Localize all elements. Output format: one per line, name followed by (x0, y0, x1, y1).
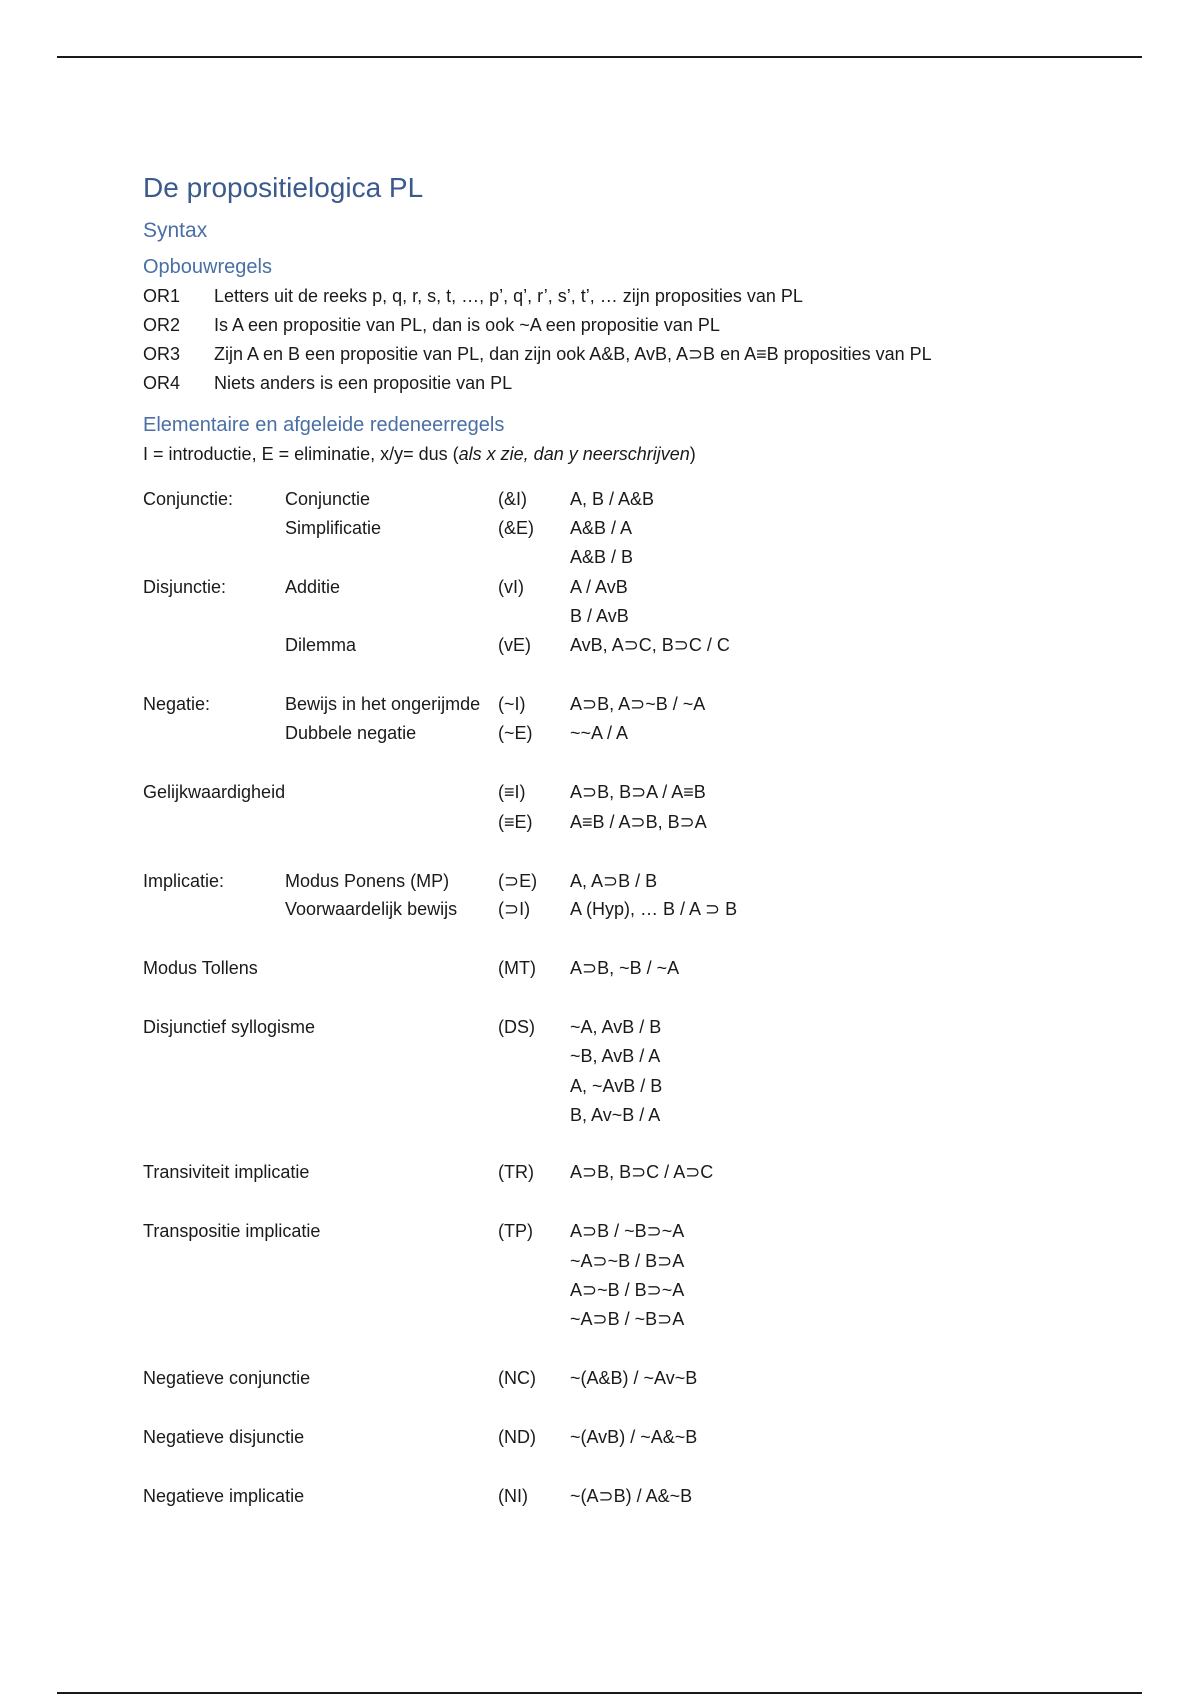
build-rule-text: Niets anders is een propositie van PL (214, 373, 513, 393)
rule-formula: ~(A⊃B) / A&~B (570, 1486, 693, 1506)
build-rule (143, 311, 1143, 340)
rule-name: Dubbele negatie (285, 723, 417, 743)
rule-formula: A⊃B, B⊃C / A⊃C (570, 1162, 714, 1182)
build-rules-list (143, 282, 1143, 398)
legend-plain: I = introductie, E = eliminatie, x/y= dus ( (143, 444, 459, 464)
build-rule-text: Is A een propositie van PL, dan is ook ~A een propositie van PL (214, 315, 720, 335)
rule-code: (&I) (498, 489, 527, 509)
rule-formula: B / AvB (570, 606, 629, 626)
rule-code: (NI) (498, 1486, 528, 1506)
rule-formula: ~A, AvB / B (570, 1017, 662, 1037)
rule-code: (NC) (498, 1368, 536, 1388)
rule-name: Dilemma (285, 635, 357, 655)
rule-code: (⊃E) (498, 871, 538, 891)
rule-formula: AvB, A⊃C, B⊃C / C (570, 635, 730, 655)
rule-code: (vI) (498, 577, 524, 597)
rule-code: (TR) (498, 1162, 534, 1182)
rule-formula: A, B / A&B (570, 489, 655, 509)
page-title: De propositielogica PL (143, 172, 424, 203)
reasoning-rules-heading: Elementaire en afgeleide redeneerregels (143, 414, 505, 436)
rule-formula: A / AvB (570, 577, 628, 597)
rule-category: Transpositie implicatie (143, 1221, 321, 1241)
rule-formula: ~(AvB) / ~A&~B (570, 1427, 698, 1447)
rule-code: (vE) (498, 635, 531, 655)
rule-category: Implicatie: (143, 871, 225, 891)
rule-code: (~E) (498, 723, 533, 743)
rule-category: Modus Tollens (143, 958, 258, 978)
build-rule (143, 369, 1143, 398)
build-rules-heading: Opbouwregels (143, 256, 272, 278)
rule-formula: ~(A&B) / ~Av~B (570, 1368, 698, 1388)
rule-formula: A&B / B (570, 547, 634, 567)
build-rule (143, 340, 1143, 369)
rule-code: (TP) (498, 1221, 533, 1241)
rule-formula: A&B / A (570, 518, 633, 538)
bottom-rule (57, 1692, 1142, 1694)
build-rule (143, 282, 1143, 311)
rule-formula: ~B, AvB / A (570, 1046, 661, 1066)
rule-category: Disjunctie: (143, 577, 227, 597)
rule-formula: A⊃~B / B⊃~A (570, 1280, 685, 1300)
rule-code: (~I) (498, 694, 526, 714)
rule-category: Disjunctief syllogisme (143, 1017, 316, 1037)
rule-category: Transiviteit implicatie (143, 1162, 310, 1182)
rule-formula: A⊃B, A⊃~B / ~A (570, 694, 706, 714)
rule-name: Voorwaardelijk bewijs (285, 899, 458, 919)
build-rule-text: Zijn A en B een propositie van PL, dan zijn ook A&B, AvB, A⊃B en A≡B proposities van PL (214, 344, 932, 364)
build-rule-code: OR3 (143, 344, 181, 364)
rule-code: (ND) (498, 1427, 536, 1447)
rule-formula: A≡B / A⊃B, B⊃A (570, 812, 707, 832)
rule-category: Negatie: (143, 694, 211, 714)
build-rule-code: OR2 (143, 315, 181, 335)
rule-name: Modus Ponens (MP) (285, 871, 450, 891)
rule-name: Additie (285, 577, 341, 597)
rule-category: Gelijkwaardigheid (143, 782, 286, 802)
build-rule-code: OR4 (143, 373, 181, 393)
rule-formula: ~~A / A (570, 723, 629, 743)
rule-formula: A, ~AvB / B (570, 1076, 663, 1096)
build-rule-code: OR1 (143, 286, 181, 306)
rule-category: Negatieve implicatie (143, 1486, 305, 1506)
rule-code: (&E) (498, 518, 534, 538)
rule-formula: B, Av~B / A (570, 1105, 661, 1125)
legend (143, 440, 1143, 469)
rule-formula: A (Hyp), … B / A ⊃ B (570, 899, 738, 919)
rule-formula: A⊃B, B⊃A / A≡B (570, 782, 706, 802)
rule-name: Bewijs in het ongerijmde (285, 694, 481, 714)
rule-name: Simplificatie (285, 518, 382, 538)
rule-category: Conjunctie: (143, 489, 234, 509)
rule-code: (DS) (498, 1017, 535, 1037)
legend-italic: als x zie, dan y neerschrijven (458, 444, 690, 464)
rule-formula: ~A⊃~B / B⊃A (570, 1251, 685, 1271)
legend-close: ) (689, 444, 696, 464)
build-rule-text: Letters uit de reeks p, q, r, s, t, …, p’, q’, r’, s’, t’, … zijn proposities van PL (214, 286, 803, 306)
rule-name: Conjunctie (285, 489, 371, 509)
rule-category: Negatieve conjunctie (143, 1368, 311, 1388)
rule-code: (≡E) (498, 812, 533, 832)
top-rule (57, 56, 1142, 58)
rule-code: (≡I) (498, 782, 526, 802)
page-content (143, 168, 1143, 1511)
rule-formula: A⊃B, ~B / ~A (570, 958, 680, 978)
rule-code: (MT) (498, 958, 536, 978)
reasoning-rules-table (143, 485, 1143, 1511)
rule-formula: A, A⊃B / B (570, 871, 658, 891)
rule-formula: ~A⊃B / ~B⊃A (570, 1309, 685, 1329)
rule-code: (⊃I) (498, 899, 531, 919)
rule-category: Negatieve disjunctie (143, 1427, 305, 1447)
section-heading: Syntax (143, 219, 208, 242)
rule-formula: A⊃B / ~B⊃~A (570, 1221, 685, 1241)
